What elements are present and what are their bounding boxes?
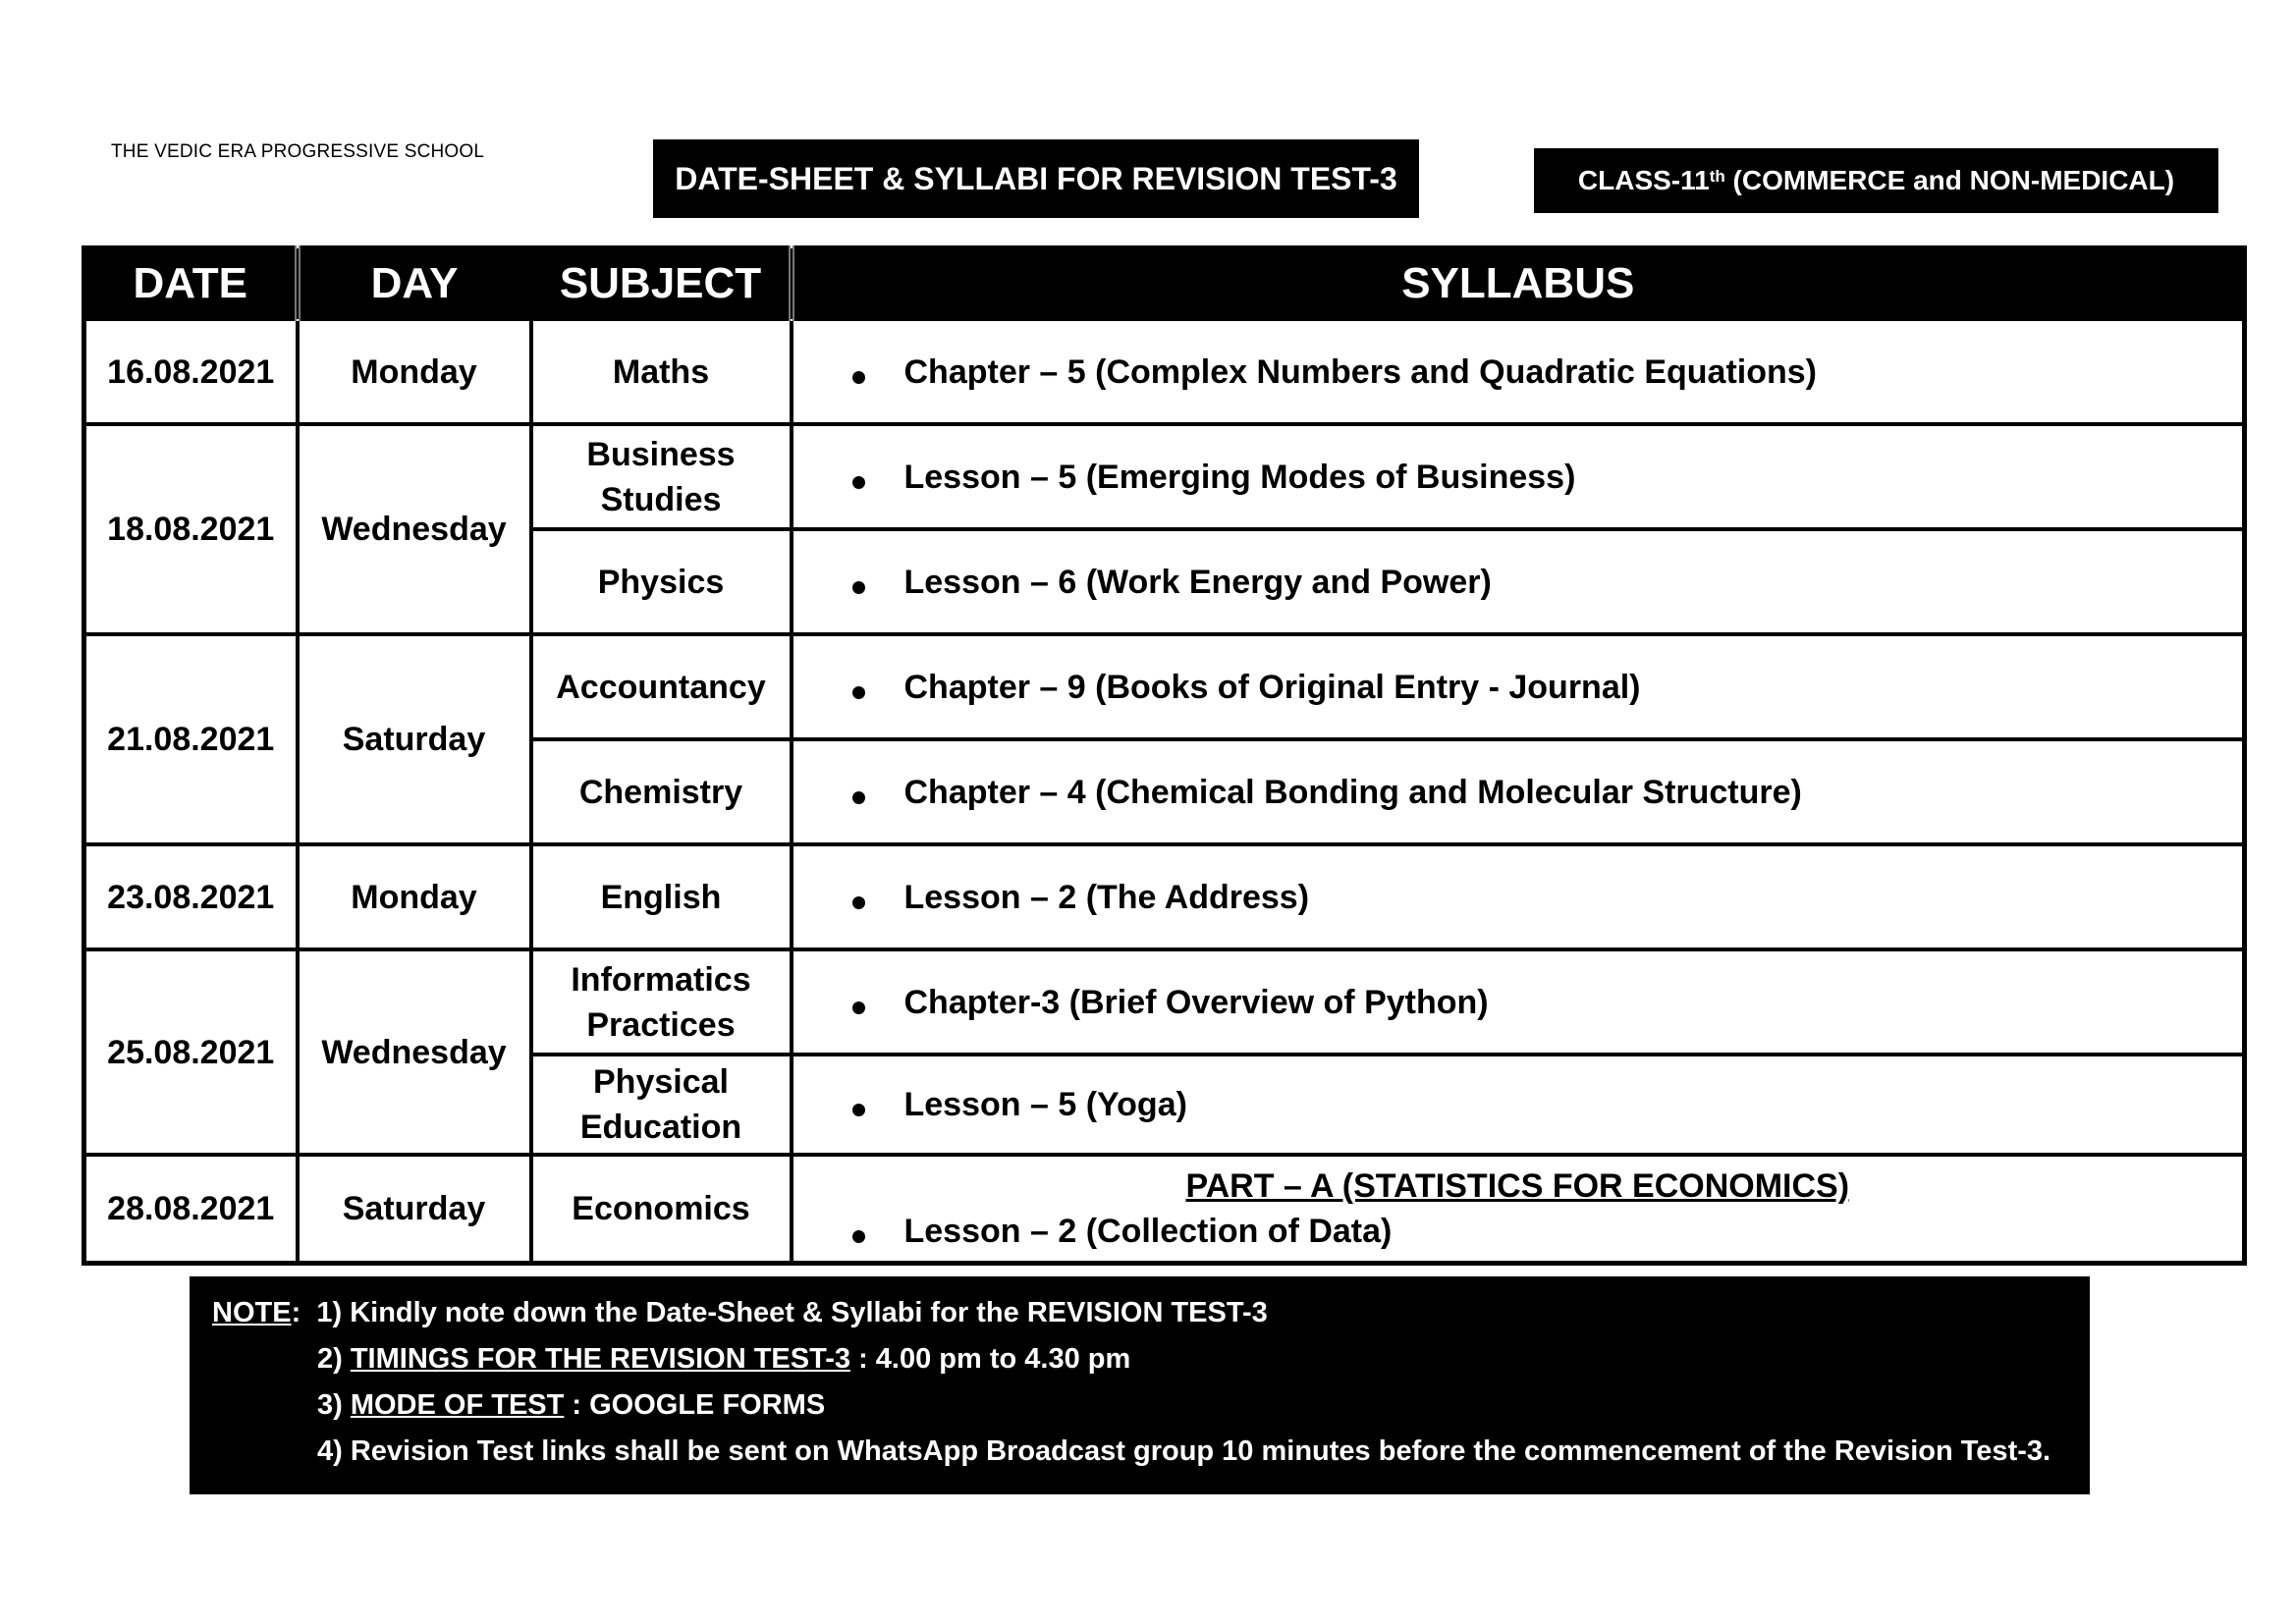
subject-cell: Business Studies [531,424,792,529]
note-line-4 [212,1429,2090,1475]
date-sheet-table [82,245,2247,1266]
table-header-row [84,248,2245,320]
syllabus-text: Lesson – 5 (Yoga) [903,1086,1187,1123]
syllabus-text: Lesson – 5 (Emerging Modes of Business) [903,458,1576,496]
date-cell: 18.08.2021 [84,424,298,634]
part-heading: PART – A (STATISTICS FOR ECONOMICS) [1185,1167,1850,1205]
syllabus-text: Lesson – 2 (The Address) [903,878,1310,916]
note-item-1: 1) Kindly note down the Date-Sheet & Syllabi for the REVISION TEST-3 [316,1297,1268,1328]
note-box [190,1276,2090,1494]
note-item-2-label: TIMINGS FOR THE REVISION TEST-3 [350,1343,851,1375]
table-row [84,424,2245,529]
note-item-3-value: : GOOGLE FORMS [564,1389,826,1421]
note-item-4: 4) Revision Test links shall be sent on WhatsApp Broadcast group 10 minutes before the commencement of the Revision Test-3. [317,1435,2051,1467]
day-cell: Saturday [298,1155,531,1264]
note-item-3-label: MODE OF TEST [350,1389,565,1421]
day-cell: Wednesday [298,949,531,1155]
syllabus-text: Lesson – 2 (Collection of Data) [903,1213,1393,1250]
table-row [84,844,2245,949]
table-row [84,319,2245,424]
syllabus-cell [792,529,2245,634]
subject-cell: Economics [531,1155,792,1264]
syllabus-cell [792,319,2245,424]
syllabus-cell [792,739,2245,844]
subject-cell: Accountancy [531,634,792,739]
class-prefix: CLASS-11 [1577,165,1710,195]
date-cell: 23.08.2021 [84,844,298,949]
class-suffix: (COMMERCE and NON-MEDICAL) [1724,165,2175,195]
subject-cell: Chemistry [531,739,792,844]
date-cell: 16.08.2021 [84,319,298,424]
note-item-3-number: 3) [317,1389,351,1421]
column-header-day: DAY [298,248,531,320]
note-line-2 [212,1336,2090,1382]
syllabus-text: Lesson – 6 (Work Energy and Power) [903,563,1492,601]
day-cell: Monday [298,319,531,424]
syllabus-cell [792,1055,2245,1155]
table-row [84,949,2245,1055]
table-row [84,1155,2245,1264]
column-header-syllabus: SYLLABUS [792,248,2245,320]
note-line-1 [212,1290,2090,1336]
syllabus-text: Chapter-3 (Brief Overview of Python) [903,983,1489,1021]
document-title: DATE-SHEET & SYLLABI FOR REVISION TEST-3 [653,139,1419,218]
table-row [84,634,2245,739]
syllabus-text: Chapter – 5 (Complex Numbers and Quadratic Equations) [903,352,1818,391]
class-label: CLASS-11 $^{th}$ (COMMERCE and NON-MEDICAL) [1534,148,2218,213]
syllabus-cell [792,424,2245,529]
subject-cell: Physics [531,529,792,634]
day-cell: Wednesday [298,424,531,634]
note-item-2-value: : 4.00 pm to 4.30 pm [850,1343,1131,1375]
syllabus-cell [792,949,2245,1055]
note-line-3 [212,1382,2090,1429]
subject-cell: Informatics Practices [531,949,792,1055]
subject-cell: Physical Education [531,1055,792,1155]
subject-cell: Maths [531,319,792,424]
syllabus-cell [792,844,2245,949]
column-header-date: DATE [84,248,298,320]
syllabus-text: Chapter – 4 (Chemical Bonding and Molecular Structure) [903,773,1802,811]
day-cell: Monday [298,844,531,949]
subject-cell: English [531,844,792,949]
date-cell: 28.08.2021 [84,1155,298,1264]
note-item-2-number: 2) [317,1343,351,1375]
date-cell: 25.08.2021 [84,949,298,1155]
syllabus-cell [792,634,2245,739]
syllabus-text: Chapter – 9 (Books of Original Entry - Journal) [903,668,1641,706]
column-header-subject: SUBJECT [531,248,792,320]
note-label: NOTE [212,1297,292,1328]
note-separator: : [291,1297,301,1328]
syllabus-cell [792,1155,2245,1264]
school-name: THE VEDIC ERA PROGRESSIVE SCHOOL [111,141,485,162]
day-cell: Saturday [298,634,531,844]
date-cell: 21.08.2021 [84,634,298,844]
